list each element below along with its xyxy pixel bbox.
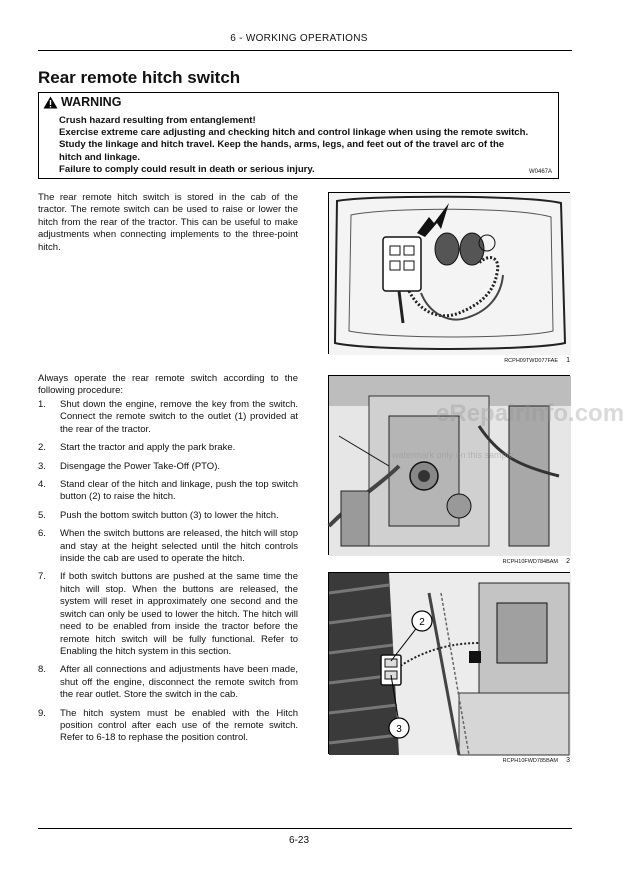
- step-number: 2.: [38, 442, 46, 454]
- watermark-sub: watermark only on this sample: [392, 450, 514, 460]
- step-number: 7.: [38, 571, 46, 583]
- figure-1-code: RCPH09TWD077FAE: [504, 358, 558, 364]
- step-number: 3.: [38, 460, 46, 472]
- step-number: 6.: [38, 528, 46, 540]
- figure-3-callout-2: 2: [419, 617, 425, 628]
- step-number: 5.: [38, 509, 46, 521]
- footer-rule: [38, 828, 572, 829]
- page-number: 6-23: [288, 835, 309, 846]
- warning-label: WARNING: [61, 95, 122, 109]
- step-item: [38, 399, 298, 436]
- warning-text: [59, 115, 528, 176]
- figure-3-number: 3: [566, 757, 570, 764]
- figure-3-remote-switch-buttons: [328, 572, 570, 754]
- step-text: When the switch buttons are released, the hitch will stop and stay at the height selected until the hitch controls inside the cab are used to operate the hitch.: [60, 528, 298, 565]
- figure-3-callout-3: 3: [396, 724, 402, 735]
- step-text: If both switch buttons are pushed at the same time the hitch will stop. When the buttons are released, the system will reset in approximately one second and the switch can only be used to lower the hitch. The hitch will need to be enabled from inside the tractor before the remote hitch switch will be fully functional. Refer to Enabling the hitch system in this section.: [60, 571, 298, 657]
- step-text: Start the tractor and apply the park brake.: [60, 442, 236, 454]
- procedure-steps: [38, 399, 298, 751]
- step-item: [38, 708, 298, 745]
- step-item: [38, 479, 298, 504]
- figure-1-remote-switch-in-cab: [328, 192, 570, 354]
- figure-2-caption: [328, 559, 570, 565]
- warning-heading: [43, 95, 121, 109]
- step-item: [38, 664, 298, 701]
- intro-paragraph: The rear remote hitch switch is stored in the cab of the tractor. The remote switch can be used to raise or lower the hitch from the rear of the tractor. This can be useful to make adjustments when connecting implements to the three-point hitch.: [38, 192, 298, 253]
- page-header-title: 6 - WORKING OPERATIONS: [230, 33, 368, 44]
- step-text: Disengage the Power Take-Off (PTO).: [60, 460, 220, 472]
- watermark-main: eRepairInfo.com: [436, 400, 624, 427]
- warning-line: Failure to comply could result in death or serious injury.: [59, 163, 315, 175]
- warning-line: hitch and linkage.: [59, 151, 141, 163]
- step-item: [38, 461, 298, 473]
- warning-line: Exercise extreme care adjusting and checking hitch and control linkage when using the remote switch.: [59, 127, 529, 139]
- step-number: 4.: [38, 479, 46, 491]
- header-rule: [38, 50, 572, 51]
- figure-1-caption: [328, 358, 570, 364]
- step-item: [38, 510, 298, 522]
- step-text: The hitch system must be enabled with the Hitch position control after each use of the remote switch. Refer to 6-18 to rephase the position control.: [60, 707, 298, 744]
- step-item: [38, 571, 298, 658]
- step-text: After all connections and adjustments have been made, shut off the engine, disconnect the remote switch from the rear outlet. Store the switch in the cab.: [60, 664, 298, 701]
- warning-box: [38, 92, 559, 179]
- procedure-intro: Always operate the rear remote switch according to the following procedure:: [38, 373, 298, 397]
- step-text: Push the bottom switch button (3) to lower the hitch.: [60, 509, 279, 521]
- warning-code: W0467A: [528, 169, 552, 175]
- step-number: 1.: [38, 399, 46, 410]
- figure-1-number: 1: [566, 357, 570, 364]
- section-title: Rear remote hitch switch: [38, 68, 241, 87]
- figure-3-code: RCPH10FWD785BAM: [502, 758, 558, 764]
- warning-triangle-icon: [43, 96, 58, 109]
- figure-2-code: RCPH10FWD784BAM: [502, 559, 558, 565]
- step-text: Stand clear of the hitch and linkage, push the top switch button (2) to raise the hitch.: [60, 479, 298, 503]
- step-number: 9.: [38, 707, 46, 719]
- step-number: 8.: [38, 664, 46, 676]
- warning-line: Study the linkage and hitch travel. Keep the hands, arms, legs, and feet out of the travel arc of the: [59, 139, 505, 151]
- figure-3-caption: [328, 758, 570, 764]
- step-item: [38, 528, 298, 565]
- warning-line: Crush hazard resulting from entanglement!: [59, 115, 256, 126]
- step-item: [38, 442, 298, 454]
- figure-2-number: 2: [566, 558, 570, 565]
- step-text: Shut down the engine, remove the key from the switch. Connect the remote switch to the outlet (1) provided at the rear of the tractor.: [60, 399, 298, 435]
